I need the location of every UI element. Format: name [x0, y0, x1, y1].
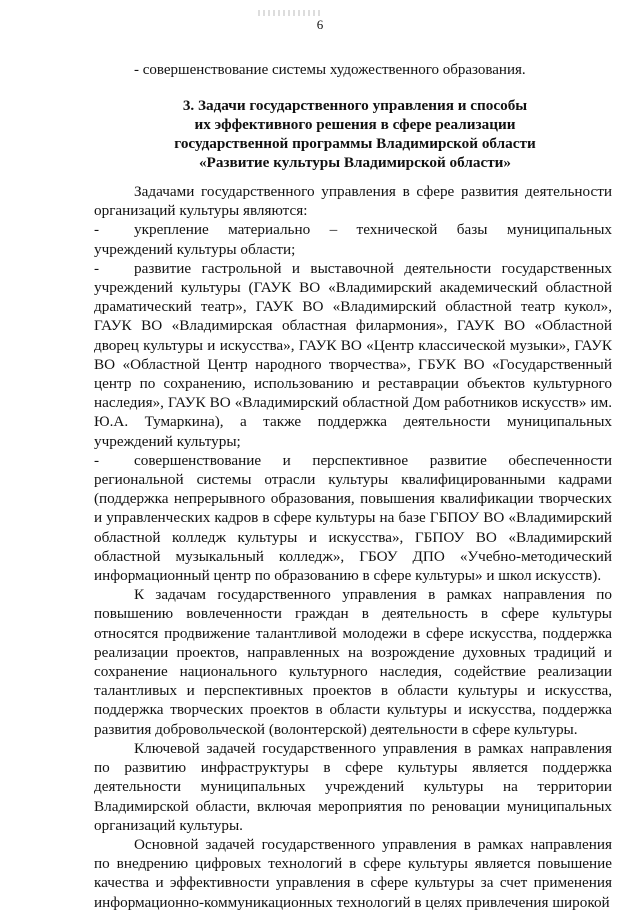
bullet-text-1: укрепление материально – технической базы муниципальных учреждений культуры области; [94, 221, 612, 258]
paragraph-engagement: К задачам государственного управления в рамках направления по повышению вовлеченности граждан в деятельность в сфере культуры относятся продвижение талантливой молодежи в сфере искусства, поддержка реализации проектов, направленных на возрождение духовных традиций и сохранение национального культурного наследия, содействие реализации талантливых и перспективных проектов в области культуры и искусства, поддержка творческих проектов в области культуры и искусства, поддержка развития добровольческой (волонтерской) деятельности в сфере культуры. [94, 586, 612, 738]
scan-artifact [258, 10, 322, 16]
heading-line-1: 3. Задачи государственного управления и способы [182, 97, 528, 114]
bullet-text-3: совершенствование и перспективное развитие обеспеченности региональной системы отрасли культуры квалифицированными кадрами (поддержка непрерывного образования, повышения квалификации творческих и управленческих кадров в сфере культуры на базе ГБПОУ ВО «Владимирский областной колледж культуры и искусства», ГБПОУ ВО «Владимирский областной музыкальный колледж», ГБОУ ДПО «Учебно-методический информационный центр по образованию в сфере культуры» и школ искусств). [94, 451, 612, 585]
heading-line-4: «Развитие культуры Владимирской области» [198, 154, 512, 171]
bullet-marker: - [94, 259, 100, 277]
section-heading [150, 96, 560, 172]
bullet-text-2: развитие гастрольной и выставочной деятельности государственных учреждений культуры (ГАУК ВО «Владимирский академический областной драматический театр», ГАУК ВО «Владимирский областной театр кукол», ГАУК ВО «Владимирская областная филармония», ГАУК ВО «Областной дворец культуры и искусства», ГАУК ВО «Центр классической музыки», ГАУК ВО «Областной Центр народного творчества», ГБУК ВО «Государственный центр по сохранению, использованию и реставрации объектов культурного наследия», ГАУК ВО «Владимирский областной Дом работников искусств» им. Ю.А. Тумаркина), а также поддержка деятельности муниципальных учреждений культуры; [94, 259, 612, 450]
paragraph-digital: Основной задачей государственного управления в рамках направления по внедрению цифровых технологий в сфере культуры является повышение качества и эффективности управления в сфере культуры за счет применения информационно-коммуникационных технологий в целях привлечения широкой [94, 835, 612, 911]
body-text [94, 182, 612, 912]
page-number: 6 [316, 17, 324, 32]
bullet-item-3 [94, 451, 612, 585]
heading-line-2: их эффективного решения в сфере реализации [194, 116, 516, 133]
intro-line: - совершенствование системы художественного образования. [134, 62, 526, 78]
bullet-marker: - [94, 451, 100, 469]
bullet-item-2 [94, 259, 612, 451]
paragraph-infrastructure: Ключевой задачей государственного управления в рамках направления по развитию инфраструктуры в сфере культуры является поддержка деятельности муниципальных учреждений культуры на территории Владимирской области, включая мероприятия по реновации муниципальных организаций культуры. [94, 739, 612, 834]
heading-line-3: государственной программы Владимирской области [174, 135, 536, 152]
paragraph-tasks-intro: Задачами государственного управления в сфере развития деятельности организаций культуры являются: [94, 183, 612, 220]
bullet-marker: - [94, 221, 100, 239]
bullet-item-1 [94, 220, 612, 258]
